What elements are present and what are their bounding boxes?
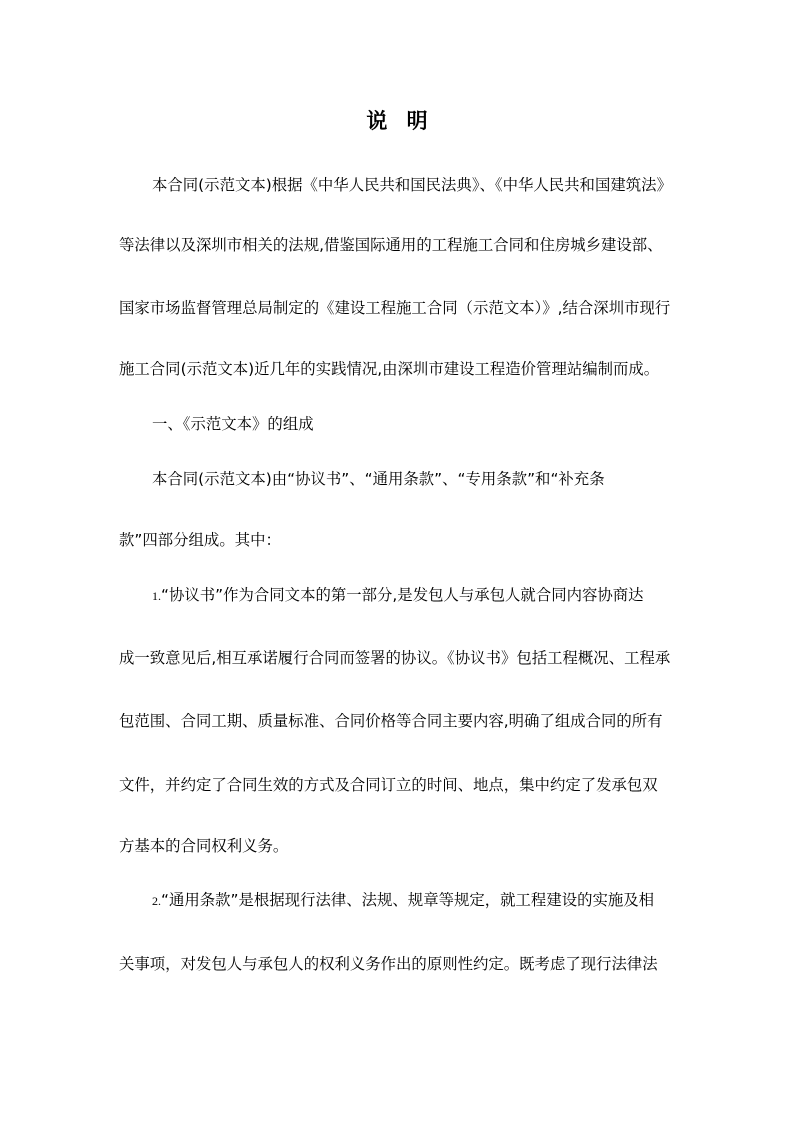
paragraph-line: 方基本的合同权利义务。: [119, 837, 289, 855]
paragraph-line: 本合同(示范文本)根据《中华人民共和国民法典》、《中华人民共和国建筑法》: [152, 176, 672, 194]
page-title: 说 明: [366, 109, 434, 133]
paragraph-line: 包范围、合同工期、质量标准、合同价格等合同主要内容,明确了组成合同的所有: [119, 712, 663, 730]
paragraph-line: 施工合同(示范文本)近几年的实践情况,由深圳市建设工程造价管理站编制而成。: [119, 360, 660, 378]
item-number: 1.: [152, 589, 161, 603]
section-heading: 一、《示范文本》的组成: [152, 415, 314, 433]
item-text: “通用条款”是根据现行法律、法规、规章等规定，就工程建设的实施及相: [161, 891, 655, 909]
paragraph-line: 本合同(示范文本)由“协议书”、“通用条款”、“专用条款”和“补充条: [152, 470, 605, 488]
paragraph-line: 款”四部分组成。其中：: [119, 531, 281, 549]
paragraph-line: 关事项，对发包人与承包人的权利义务作出的原则性约定。既考虑了现行法律法: [119, 955, 658, 973]
paragraph-line: 成一致意见后,相互承诺履行合同而签署的协议。《协议书》包括工程概况、工程承: [119, 649, 671, 667]
paragraph-line: 等法律以及深圳市相关的法规,借鉴国际通用的工程施工合同和住房城乡建设部、: [119, 236, 663, 254]
list-item: [152, 585, 644, 606]
item-text: “协议书”作为合同文本的第一部分,是发包人与承包人就合同内容协商达: [161, 586, 644, 604]
paragraph-line: 文件，并约定了合同生效的方式及合同订立的时间、地点，集中约定了发承包双: [119, 776, 658, 794]
list-item: [152, 890, 654, 911]
paragraph-line: 国家市场监督管理总局制定的《建设工程施工合同（示范文本）》,结合深圳市现行: [119, 299, 671, 317]
item-number: 2.: [152, 894, 161, 908]
